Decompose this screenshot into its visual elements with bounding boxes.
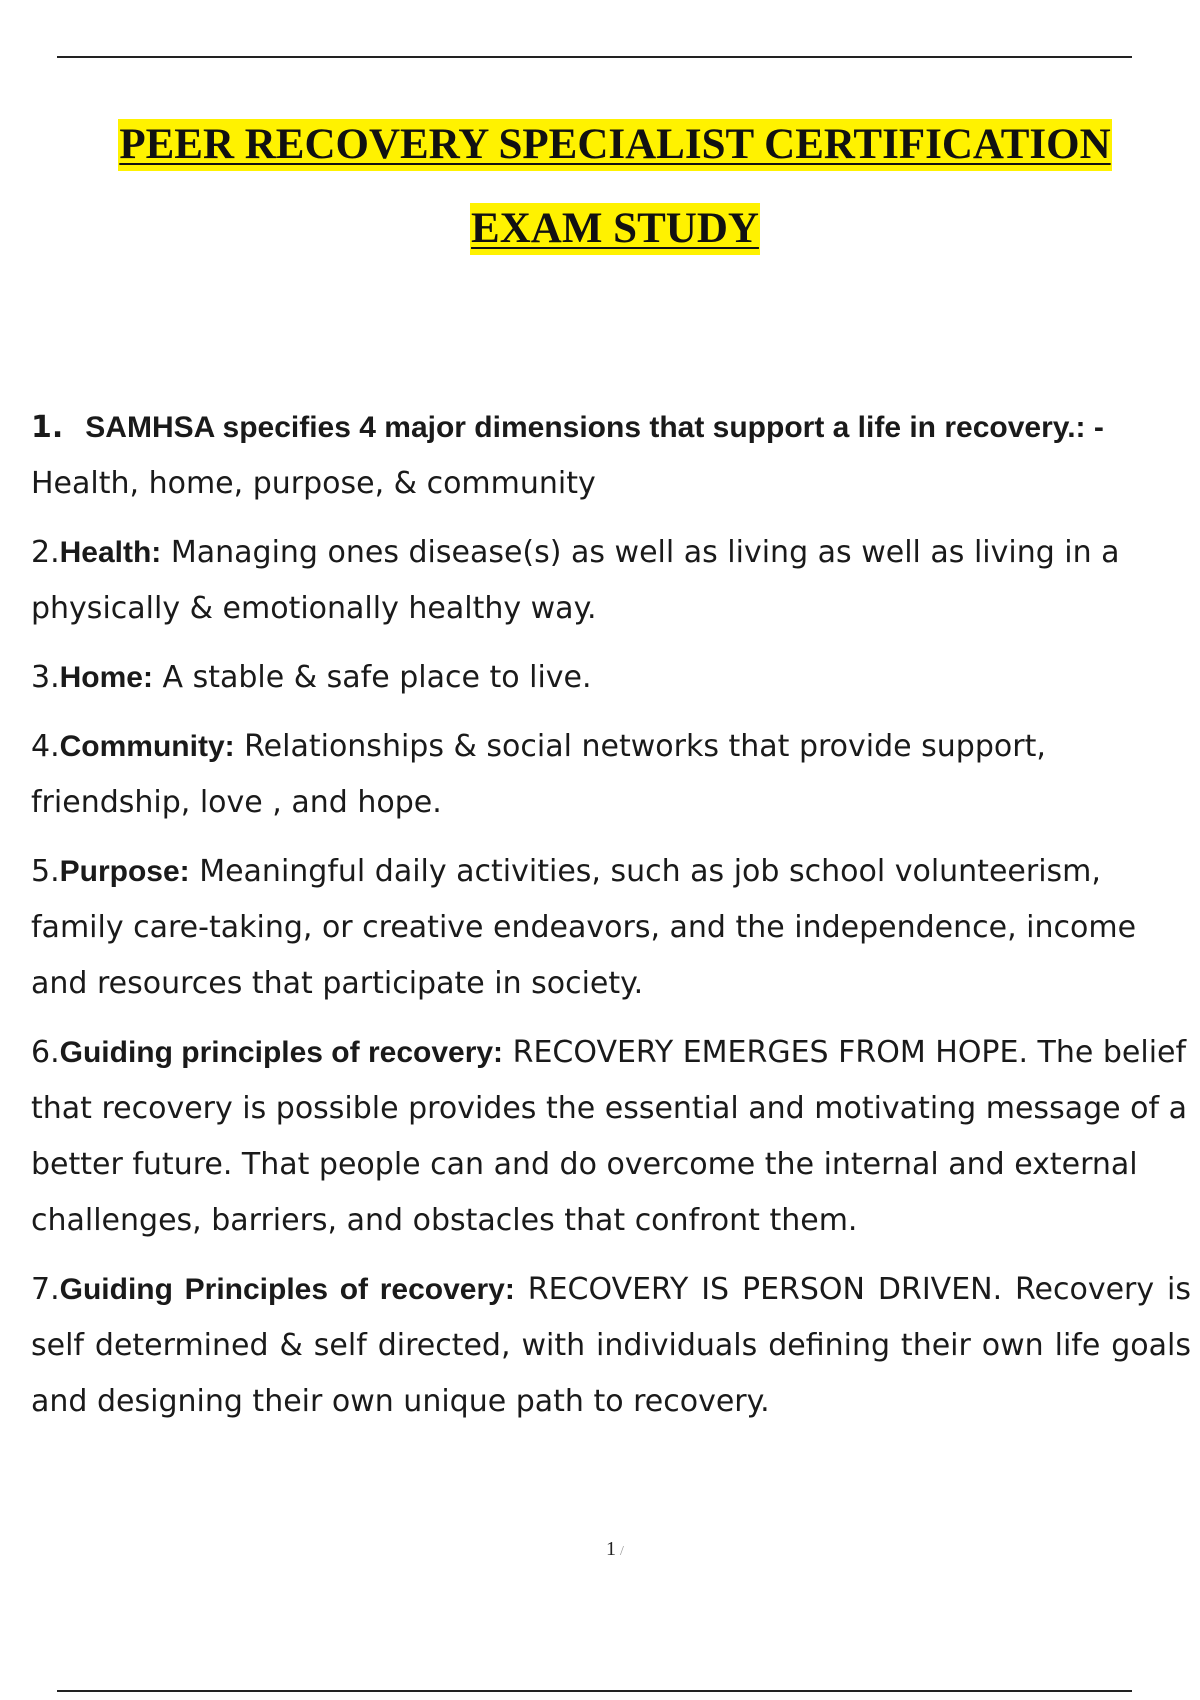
item-text: Health, home, purpose, & community	[31, 466, 596, 501]
item-label: Guiding principles of recovery:	[59, 1036, 504, 1069]
item-text: A stable & safe place to live.	[162, 660, 592, 695]
item-number: 2.	[31, 535, 60, 570]
study-items-list	[31, 400, 1191, 1443]
study-item-2	[31, 525, 1191, 637]
item-number: 5.	[31, 854, 60, 889]
study-item-7	[31, 1262, 1191, 1430]
item-text: RECOVERY EMERGES FROM HOPE. The belief that recovery is possible provides the essential and motivating message of a better future. That people can and do overcome the internal and external challenges, barriers, and obstacles that confront them.	[31, 1035, 1187, 1238]
title-line-2: EXAM STUDY	[470, 203, 760, 255]
bottom-divider	[57, 1690, 1132, 1692]
item-number: 3.	[31, 660, 60, 695]
item-text: Meaningful daily activities, such as job school volunteerism, family care-taking, or creative endeavors, and the independence, income and resources that participate in society.	[31, 854, 1137, 1001]
item-label: SAMHSA specifies 4 major dimensions that support a life in recovery.: -	[85, 411, 1104, 444]
item-text: RECOVERY IS PERSON DRIVEN. Recovery is self determined & self directed, with individuals defining their own life goals and designing their own unique path to recovery.	[31, 1272, 1191, 1419]
page-number	[0, 1538, 1200, 1561]
study-item-6	[31, 1025, 1191, 1249]
item-label: Community:	[59, 730, 235, 763]
study-item-5	[31, 844, 1191, 1012]
study-item-1	[31, 400, 1191, 512]
study-item-3	[31, 650, 1191, 706]
item-text: Managing ones disease(s) as well as living as well as living in a physically & emotionally healthy way.	[31, 535, 1120, 626]
document-title	[0, 103, 1200, 271]
item-number: 7.	[31, 1272, 60, 1307]
page-number-suffix: /	[620, 1544, 624, 1559]
item-label: Purpose:	[59, 855, 190, 888]
title-line-1: PEER RECOVERY SPECIALIST CERTIFICATION	[118, 119, 1111, 171]
item-label: Guiding Principles of recovery:	[59, 1273, 515, 1306]
item-number: 6.	[31, 1035, 60, 1070]
study-item-4	[31, 719, 1191, 831]
top-divider	[57, 56, 1132, 58]
item-label: Health:	[59, 536, 162, 569]
page-number-value: 1	[606, 1538, 617, 1560]
item-number: 4.	[31, 729, 60, 764]
item-text: Relationships & social networks that provide support, friendship, love , and hope.	[31, 729, 1046, 820]
item-label: Home:	[59, 661, 153, 694]
item-number: 1.	[31, 410, 64, 445]
